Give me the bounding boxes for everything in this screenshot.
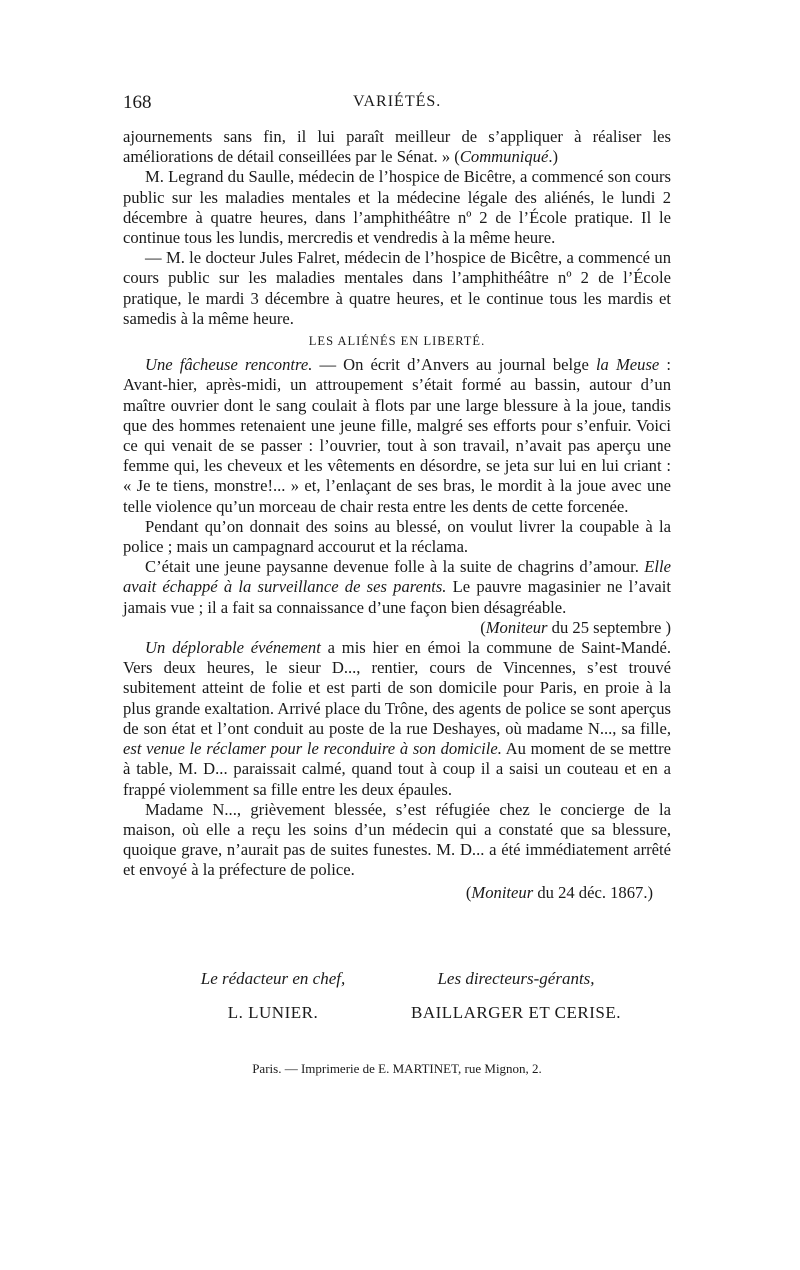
paragraph-paysanne xyxy=(123,557,671,618)
italic-phrase: est venue le réclamer pour le reconduire à son domicile. xyxy=(123,739,502,759)
source-citation xyxy=(123,883,671,903)
running-head: VARIÉTÉS. xyxy=(353,93,442,110)
citation-text: ( xyxy=(480,617,486,637)
section-heading: LES ALIÉNÉS EN LIBERTÉ. xyxy=(308,334,486,349)
page-body xyxy=(123,127,671,903)
paragraph-text: C’était une jeune paysanne devenue folle à la suite de chagrins d’amour. xyxy=(145,557,645,577)
citation-journal: Moniteur xyxy=(471,882,534,902)
page-header xyxy=(123,92,671,116)
directors-names: BAILLARGER ET CERISE. xyxy=(411,1003,621,1022)
editor-title: Le rédacteur en chef, xyxy=(200,969,346,988)
paragraph-saint-mande xyxy=(123,638,671,800)
directors-title: Les directeurs-gérants, xyxy=(437,969,595,988)
signature-directors xyxy=(401,968,631,1024)
paragraph-police: Pendant qu’on donnait des soins au blessé, on voulut livrer la coupable à la police ; mais un campagnard accourut et la réclama. xyxy=(123,516,671,557)
paragraph-text: : Avant-hier, après-midi, un attroupement s’était formé au bassin, autour d’un maître ouvrier dont le sang coulait à flots par une large blessure à la joue, tandis que des hommes retenaient une jeune fille, malgré ses efforts pour s’enfuir. Voici ce qui venait de se passer : l’ouvrier, tout à son travail, n’avait pas aperçu une femme qui, les cheveux et les vêtements en désordre, se jeta sur lui en lui criant : « Je te tiens, monstre!... » et, l’enlaçant de ses bras, le mordit à la joue avec une telle violence qu’un morceau de chair resta entre les dents de cette forcenée. xyxy=(123,355,671,516)
paragraph-continuation xyxy=(123,127,671,167)
paragraph-text: Au moment de se mettre à table, M. D... paraissait calmé, quand tout à coup il a saisi un couteau et en a frappé violemment sa fille entre les deux épaules. xyxy=(123,739,672,799)
paragraph-legrand: M. Legrand du Saulle, médecin de l’hospice de Bicêtre, a commencé son cours public sur les maladies mentales et la médecine légale des aliénés, le lundi 2 décembre à quatre heures, dans l’amphithéâtre nº 2 de l’École pratique. Il le continue tous les lundis, mercredis et vendredis à la même heure. xyxy=(123,167,671,248)
citation-date: du 24 déc. 1867.) xyxy=(533,882,653,902)
italic-journal: la Meuse xyxy=(595,355,660,375)
italic-sentence: Elle avait échappé à la surveillance de ses parents. xyxy=(123,557,671,597)
paragraph-text: — On écrit d’Anvers au journal belge xyxy=(312,355,596,375)
paragraph-text: a mis hier en émoi la commune de Saint-Mandé. Vers deux heures, le sieur D..., rentier, cours de Vincennes, s’est trouvé subitement atteint de folie et est parti de son domicile pour Paris, en proie à la plus grande exaltation. Arrivé place du Trône, des agents de police se sont aperçus de son état et l’ont conduit au poste de la rue Deshayes, où madame N..., sa fille, xyxy=(123,638,671,738)
printer-imprint: Paris. — Imprimerie de E. MARTINET, rue Mignon, 2. xyxy=(252,1061,542,1076)
paragraph-anvers xyxy=(123,355,671,517)
signature-editor xyxy=(193,968,353,1024)
italic-lead: Un déplorable événement xyxy=(145,638,321,658)
editor-name: L. LUNIER. xyxy=(227,1003,319,1022)
citation-journal: Moniteur xyxy=(485,617,548,637)
paragraph-text: Le pauvre magasinier ne l’avait jamais vue ; il a fait sa connaissance d’une façon bien désagréable. xyxy=(123,577,671,617)
paragraph-text: ajournements sans fin, il lui paraît meilleur de s’appliquer à réaliser les améliorations de détail conseillées par le Sénat. » ( xyxy=(123,127,671,167)
citation-date: du 25 septembre ) xyxy=(547,617,671,637)
paragraph-madame-n: Madame N..., grièvement blessée, s’est réfugiée chez le concierge de la maison, où elle a reçu les soins d’un médecin qui a constaté que sa blessure, quoique grave, n’aurait pas de suites funestes. M. D... a été immédiatement arrêté et envoyé à la préfecture de police. xyxy=(123,799,671,880)
source-citation xyxy=(123,618,671,638)
italic-lead: Une fâcheuse rencontre. xyxy=(145,355,313,375)
page-number: 168 xyxy=(123,92,152,113)
italic-source: Communiqué xyxy=(459,147,549,167)
paragraph-text: .) xyxy=(548,147,559,167)
paragraph-falret: — M. le docteur Jules Falret, médecin de l’hospice de Bicêtre, a commencé un cours public sur les maladies mentales dans l’amphithéâtre nº 2 de l’École pratique, le mardi 3 décembre à quatre heures, et le continue tous les mardis et samedis à la même heure. xyxy=(123,248,671,328)
citation-text: ( xyxy=(465,882,472,902)
